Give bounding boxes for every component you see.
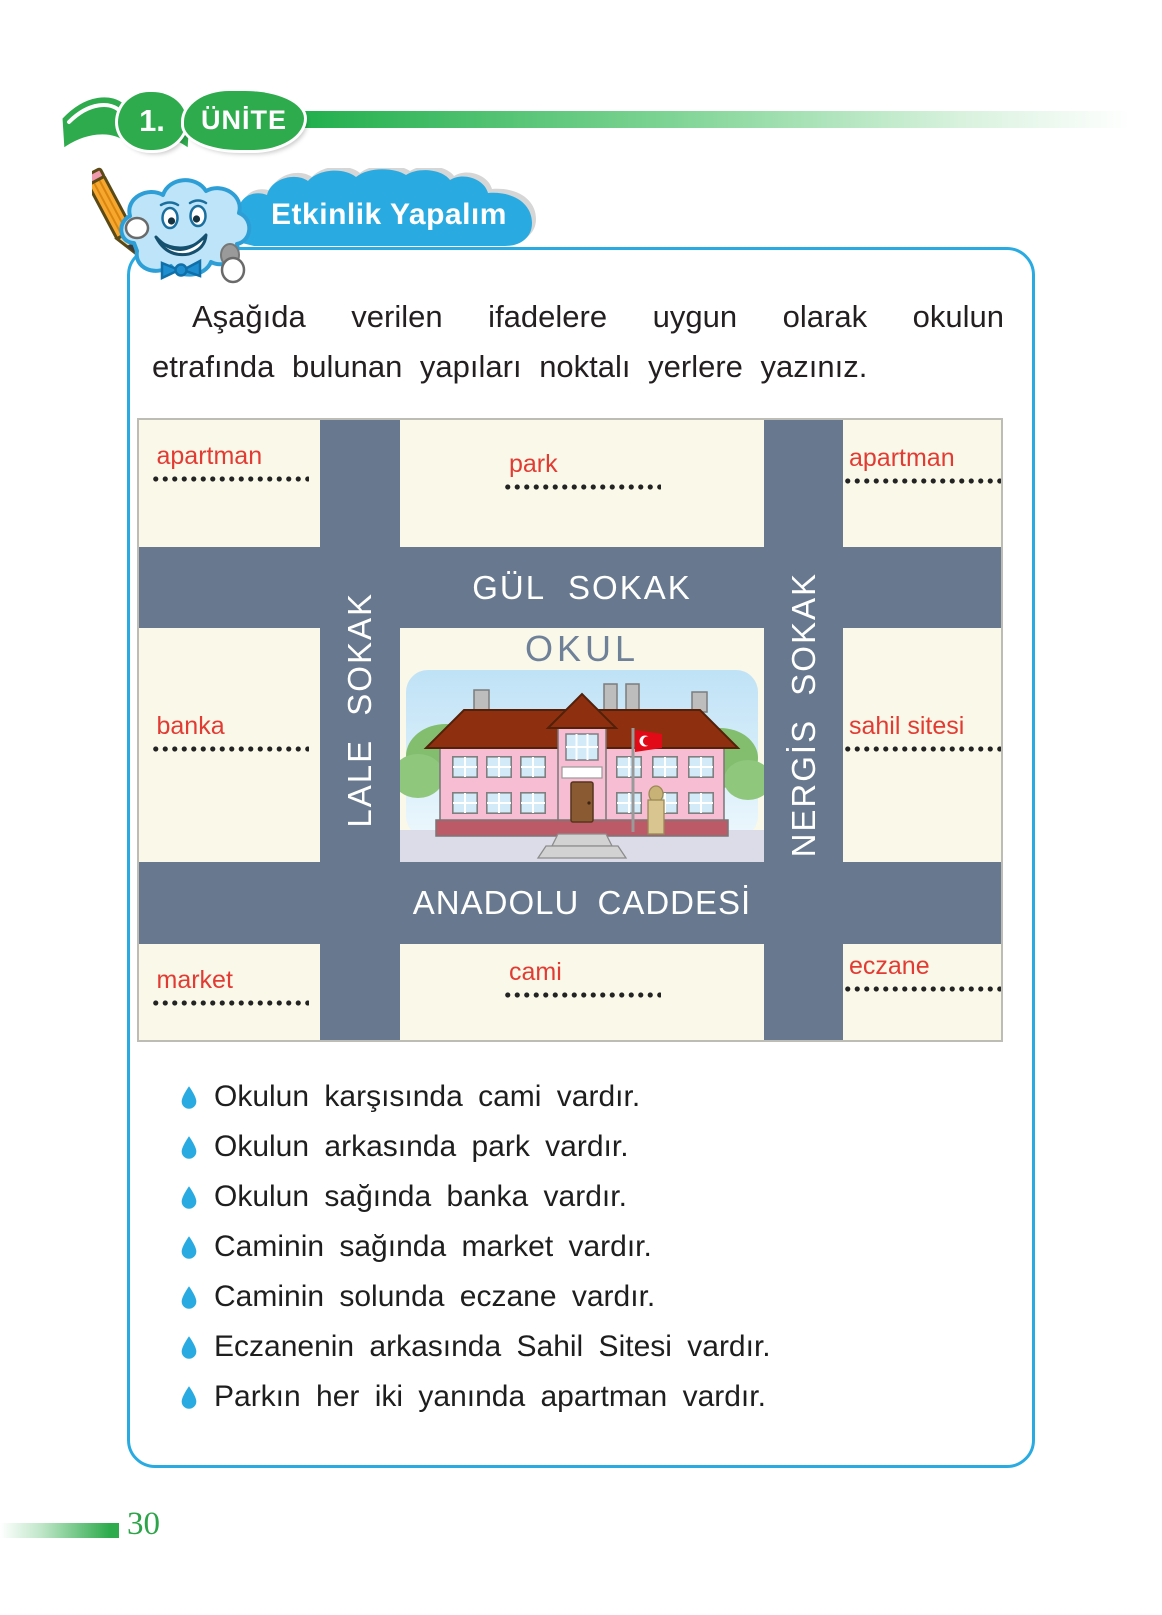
unit-label-badge [184, 91, 304, 150]
statement-item [180, 1128, 1010, 1165]
dotted-line [151, 746, 309, 752]
page-number: 30 [127, 1506, 160, 1542]
dotted-line [151, 1000, 309, 1006]
drop-icon [180, 1285, 198, 1310]
school-illustration [400, 664, 764, 862]
dotted-line [843, 986, 1001, 992]
street-name-lale-sokak [320, 550, 400, 870]
drop-icon [180, 1235, 198, 1260]
dotted-line [503, 484, 661, 490]
school-cell [400, 628, 764, 862]
dotted-line [843, 746, 1001, 752]
instruction-text: Aşağıda verilen ifadelere uygun olarak okulun etrafında bulunan yapıları noktalı yerlere yazınız. [152, 299, 1004, 384]
statement-text: Eczanenin arkasında Sahil Sitesi vardır. [214, 1330, 771, 1363]
header-gradient-bar [292, 111, 1132, 128]
unit-number: 1. [139, 103, 165, 138]
drop-icon [180, 1335, 198, 1360]
answer-label: apartman [849, 444, 955, 472]
answer-slot-top-left[interactable] [139, 442, 320, 482]
drop-icon [180, 1185, 198, 1210]
okul-label: OKUL [524, 628, 640, 669]
street-name-anadolu-caddesi [384, 862, 780, 944]
street-name-text: LALE SOKAK [341, 592, 378, 828]
dotted-line [843, 478, 1001, 484]
answer-label: park [509, 450, 558, 478]
street-name-text: NERGİS SOKAK [784, 572, 822, 858]
statement-item [180, 1078, 1010, 1115]
answer-slot-middle-left[interactable] [139, 712, 320, 752]
answer-label: market [156, 966, 233, 994]
dotted-line [151, 476, 309, 482]
answer-label: cami [509, 958, 562, 986]
drop-icon [180, 1385, 198, 1410]
statement-text: Okulun karşısında cami vardır. [214, 1080, 641, 1113]
street-name-gul-sokak [400, 547, 764, 628]
statements-list [180, 1078, 1010, 1428]
answer-slot-top-middle[interactable] [400, 450, 764, 490]
answer-slot-top-right[interactable] [843, 444, 1001, 484]
footer-gradient-bar [0, 1523, 119, 1538]
activity-banner [224, 168, 546, 250]
street-name-text: ANADOLU CADDESİ [412, 884, 752, 921]
answer-slot-middle-right[interactable] [843, 712, 1001, 752]
activity-banner-title: Etkinlik Yapalım [271, 198, 507, 231]
statement-text: Caminin solunda eczane vardır. [214, 1280, 656, 1313]
statement-item [180, 1378, 1010, 1415]
statement-text: Parkın her iki yanında apartman vardır. [214, 1380, 766, 1413]
cloud-mascot-icon [92, 155, 267, 300]
neighborhood-map [137, 418, 1003, 1042]
unit-number-badge [118, 92, 186, 150]
answer-label: banka [156, 712, 225, 740]
drop-icon [180, 1135, 198, 1160]
statement-item [180, 1328, 1010, 1365]
statement-text: Okulun arkasında park vardır. [214, 1130, 629, 1163]
answer-label: apartman [156, 442, 263, 470]
statement-item [180, 1228, 1010, 1265]
drop-icon [180, 1085, 198, 1110]
statement-text: Okulun sağında banka vardır. [214, 1180, 627, 1213]
unit-label: ÜNİTE [201, 105, 287, 135]
street-name-text: GÜL SOKAK [472, 568, 692, 606]
answer-slot-bottom-right[interactable] [843, 952, 1001, 992]
statement-item [180, 1178, 1010, 1215]
dotted-line [503, 992, 661, 998]
statement-text: Caminin sağında market vardır. [214, 1230, 652, 1263]
answer-slot-bottom-left[interactable] [139, 966, 320, 1006]
statement-item [180, 1278, 1010, 1315]
answer-slot-bottom-middle[interactable] [400, 958, 764, 998]
answer-label: sahil sitesi [849, 712, 965, 740]
street-name-nergis-sokak [764, 548, 843, 882]
answer-label: eczane [849, 952, 930, 980]
